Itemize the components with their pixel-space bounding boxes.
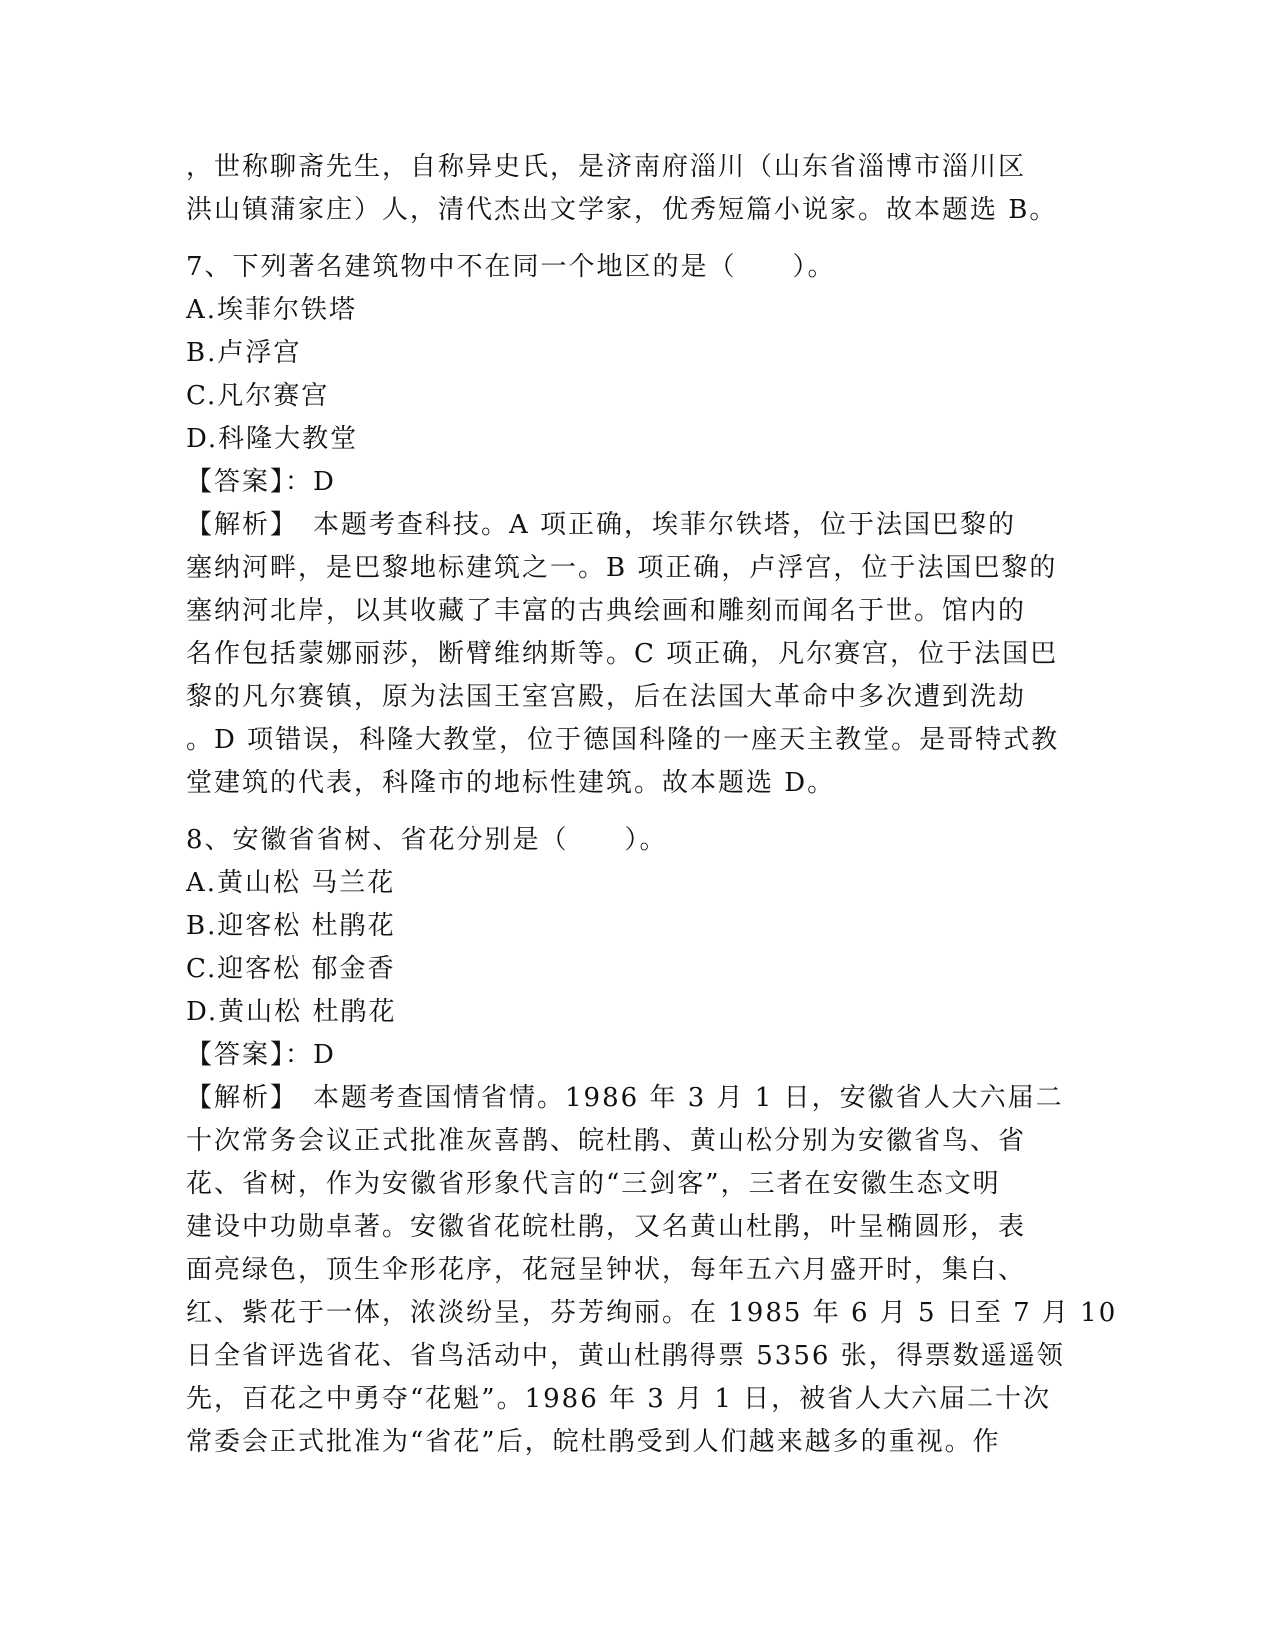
analysis-line: 十次常务会议正式批准灰喜鹊、皖杜鹃、黄山松分别为安徽省鸟、省	[186, 1126, 1027, 1156]
analysis-line: 常委会正式批准为“省花”后，皖杜鹃受到人们越来越多的重视。作	[186, 1427, 1001, 1457]
spacer	[186, 805, 1086, 819]
text-line: 洪山镇蒲家庄）人，清代杰出文学家，优秀短篇小说家。故本题选 B。	[186, 195, 1058, 225]
analysis-line: 面亮绿色，顶生伞形花序，花冠呈钟状，每年五六月盛开时，集白、	[186, 1255, 1027, 1285]
question-text: 8、安徽省省树、省花分别是（ ）。	[186, 825, 668, 855]
analysis-line: 先，百花之中勇夺“花魁”。1986 年 3 月 1 日，被省人大六届二十次	[186, 1384, 1052, 1414]
option-d: D.科隆大教堂	[186, 424, 359, 454]
analysis-line: 【解析】 本题考查国情省情。1986 年 3 月 1 日，安徽省人大六届二	[186, 1083, 1064, 1113]
answer-line: 【答案】：D	[186, 467, 336, 497]
option-c: C.迎客松 郁金香	[186, 954, 396, 984]
analysis-line: 。D 项错误，科隆大教堂，位于德国科隆的一座天主教堂。是哥特式教	[186, 725, 1060, 755]
analysis-line: 堂建筑的代表，科隆市的地标性建筑。故本题选 D。	[186, 768, 836, 798]
analysis-line: 花、省树，作为安徽省形象代言的“三剑客”，三者在安徽生态文明	[186, 1169, 1001, 1199]
option-a: A.黄山松 马兰花	[186, 868, 396, 898]
question-8	[186, 819, 1118, 1464]
analysis-line: 塞纳河畔，是巴黎地标建筑之一。B 项正确，卢浮宫，位于法国巴黎的	[186, 553, 1058, 583]
page-content	[186, 146, 1118, 1464]
option-d: D.黄山松 杜鹃花	[186, 997, 397, 1027]
question-7	[186, 246, 1086, 805]
text-line: ，世称聊斋先生，自称异史氏，是济南府淄川（山东省淄博市淄川区	[186, 152, 1027, 182]
analysis-line: 黎的凡尔赛镇，原为法国王室宫殿，后在法国大革命中多次遭到洗劫	[186, 682, 1027, 712]
analysis-line: 名作包括蒙娜丽莎，断臂维纳斯等。C 项正确，凡尔赛宫，位于法国巴	[186, 639, 1059, 669]
answer-line: 【答案】：D	[186, 1040, 336, 1070]
analysis-line: 日全省评选省花、省鸟活动中，黄山杜鹃得票 5356 张，得票数遥遥领	[186, 1341, 1065, 1371]
spacer	[186, 232, 1086, 246]
previous-answer-continuation	[186, 146, 1086, 232]
option-b: B.迎客松 杜鹃花	[186, 911, 396, 941]
analysis-line: 建设中功勋卓著。安徽省花皖杜鹃，又名黄山杜鹃，叶呈椭圆形，表	[186, 1212, 1027, 1242]
analysis-line: 塞纳河北岸，以其收藏了丰富的古典绘画和雕刻而闻名于世。馆内的	[186, 596, 1027, 626]
analysis-line: 【解析】 本题考查科技。A 项正确，埃菲尔铁塔，位于法国巴黎的	[186, 510, 1017, 540]
option-c: C.凡尔赛宫	[186, 381, 330, 411]
option-a: A.埃菲尔铁塔	[186, 295, 358, 325]
option-b: B.卢浮宫	[186, 338, 302, 368]
question-text: 7、下列著名建筑物中不在同一个地区的是（ ）。	[186, 252, 836, 282]
analysis-line: 红、紫花于一体，浓淡纷呈，芬芳绚丽。在 1985 年 6 月 5 日至 7 月 10	[186, 1298, 1118, 1328]
